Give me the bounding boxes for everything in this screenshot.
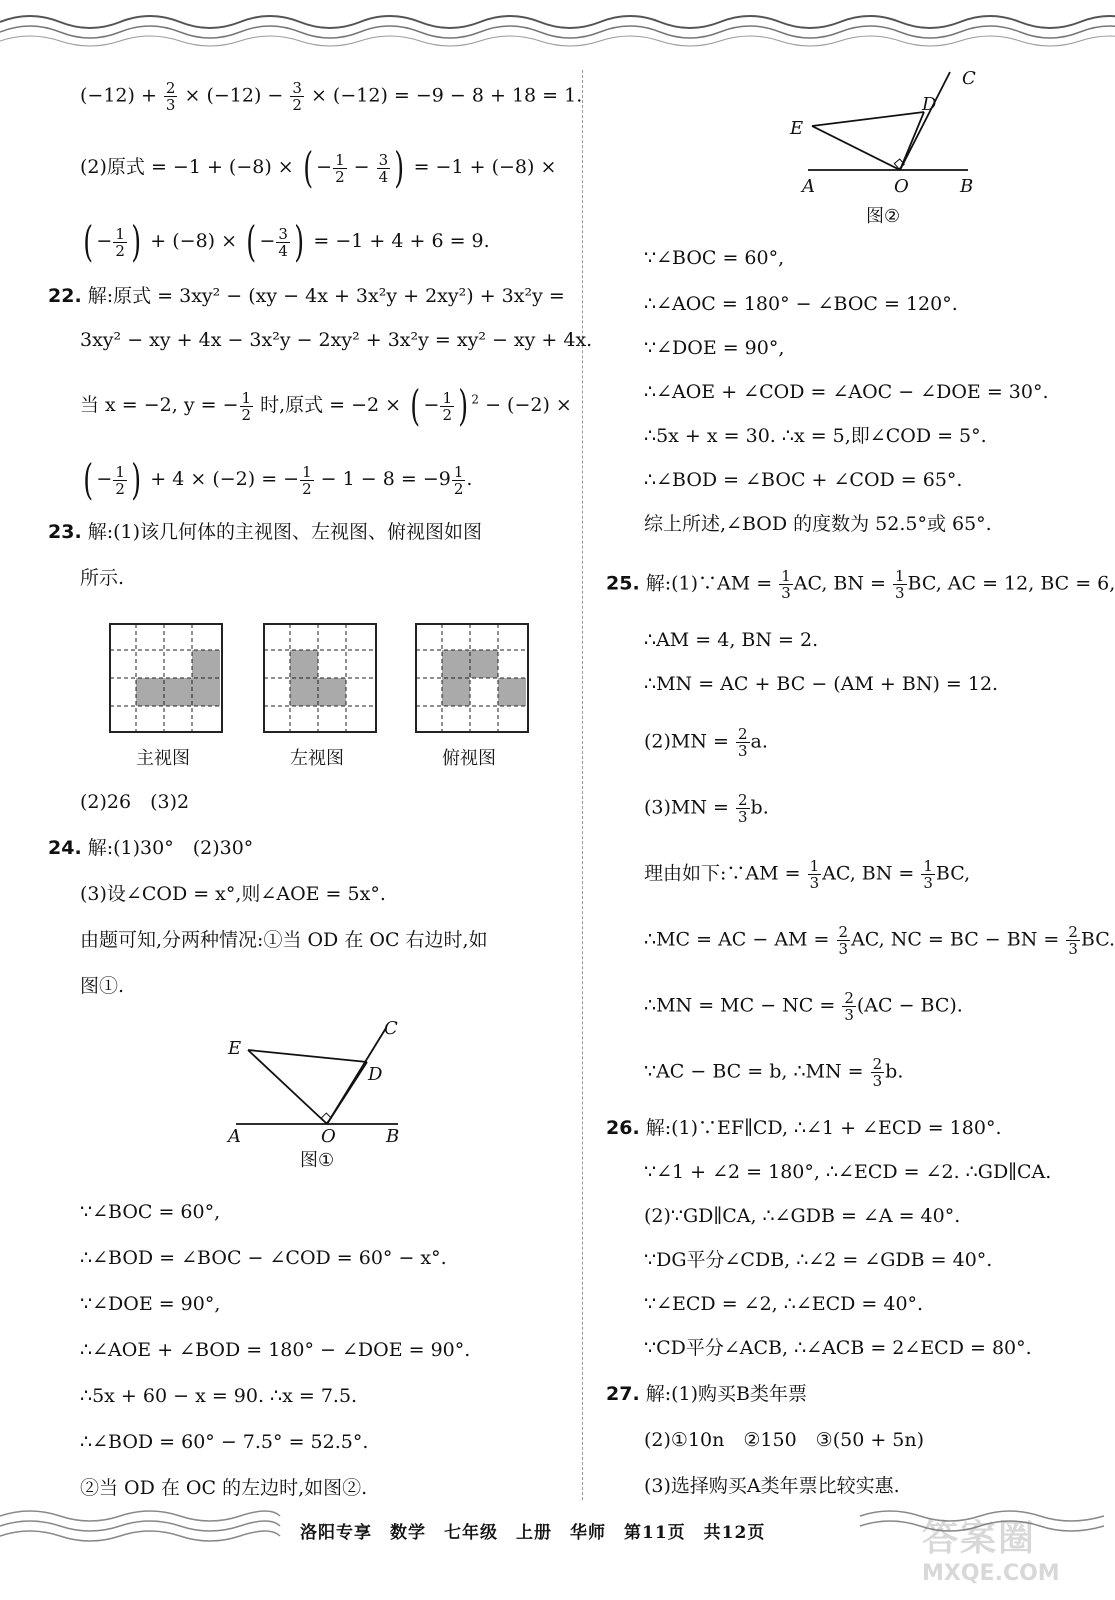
q24-line1: 24. 解:(1)30° (2)30° [48, 837, 254, 859]
top-view-caption: 俯视图 [442, 748, 496, 769]
q23-line1: 23. 解:(1)该几何体的主视图、左视图、俯视图如图 [48, 521, 483, 543]
fig1-label-C: C [384, 1018, 398, 1039]
q26-line1: 26. 解:(1)∵EF∥CD, ∴∠1 + ∠ECD = 180°. [606, 1117, 1002, 1139]
figure-1-diagram [226, 1018, 426, 1147]
q24-line4: 图①. [80, 975, 125, 997]
fig2-label-O: O [894, 176, 909, 197]
q24-line2: (3)设∠COD = x°,则∠AOE = 5x°. [80, 883, 386, 905]
r-line4: ∴∠AOE + ∠COD = ∠AOC − ∠DOE = 30°. [644, 381, 1049, 403]
q25-line7: ∴MC = AC − AM = $\frac{2}{3}$ AC, NC = BC − BN = $\frac{2}{3}$ BC. [644, 923, 1115, 958]
q26-line5: ∵∠ECD = ∠2, ∴∠ECD = 40°. [644, 1293, 924, 1315]
q27-line2: (2)①10n ②150 ③(50 + 5n) [644, 1429, 925, 1451]
q26-line6: ∵CD平分∠ACB, ∴∠ACB = 2∠ECD = 80°. [644, 1337, 1032, 1359]
q24-line10: ∴∠BOD = 60° − 7.5° = 52.5°. [80, 1431, 369, 1453]
top-view-grid [414, 622, 530, 734]
q22-line1: 22. 解:原式 = 3xy² − (xy − 4x + 3x²y + 2xy²) + 3x²y = [48, 285, 565, 307]
r-line6: ∴∠BOD = ∠BOC + ∠COD = 65°. [644, 469, 963, 491]
figure-1-caption: 图① [300, 1150, 335, 1171]
q25-line9: ∵AC − BC = b, ∴MN = $\frac{2}{3}$ b. [644, 1055, 904, 1090]
fig1-label-E: E [228, 1038, 242, 1059]
r-line2: ∴∠AOC = 180° − ∠BOC = 120°. [644, 293, 958, 315]
q24-line5: ∵∠BOC = 60°, [80, 1201, 221, 1223]
r-line3: ∵∠DOE = 90°, [644, 337, 785, 359]
q25-line8: ∴MN = MC − NC = $\frac{2}{3}$ (AC − BC). [644, 989, 963, 1024]
q24-line8: ∴∠AOE + ∠BOD = 180° − ∠DOE = 90°. [80, 1339, 471, 1361]
q27-line3: (3)选择购买A类年票比较实惠. [644, 1475, 900, 1497]
q26-line2: ∵∠1 + ∠2 = 180°, ∴∠ECD = ∠2. ∴GD∥CA. [644, 1161, 1052, 1183]
q25-line5: (3)MN = $\frac{2}{3}$ b. [644, 791, 769, 826]
left-view-grid [262, 622, 378, 734]
fig2-label-D: D [922, 94, 937, 115]
fig1-label-B: B [386, 1126, 400, 1147]
r-line1: ∵∠BOC = 60°, [644, 247, 785, 269]
q25-line6: 理由如下:∵AM = $\frac{1}{3}$ AC, BN = $\frac{1}{3}$ BC, [644, 857, 971, 892]
q25-line3: ∴MN = AC + BC − (AM + BN) = 12. [644, 673, 999, 695]
q22-line4: ( − $\frac{1}{2}$ ) + 4 × (−2) = − $\frac{1}{2}$ − 1 − 8 = −9 $\frac{1}{2}$ . [83, 455, 473, 504]
q27-line1: 27. 解:(1)购买B类年票 [606, 1383, 807, 1405]
q23-line3: (2)26 (3)2 [80, 791, 190, 813]
fig1-label-D: D [368, 1064, 383, 1085]
r-line5: ∴5x + x = 30. ∴x = 5,即∠COD = 5°. [644, 425, 987, 447]
front-view-caption: 主视图 [136, 748, 190, 769]
line-l3: ( − $\frac{1}{2}$ ) + (−8) × ( − $\frac{3}{4}$ ) = −1 + 4 + 6 = 9. [83, 217, 490, 266]
figure-2-caption: 图② [866, 206, 901, 227]
fig2-label-A: A [802, 176, 815, 197]
q25-line2: ∴AM = 4, BN = 2. [644, 629, 819, 651]
q25-line1: 25. 解:(1)∵AM = $\frac{1}{3}$ AC, BN = $\frac{1}{3}$ BC, AC = 12, BC = 6, [606, 567, 1115, 602]
q24-line11: ②当 OD 在 OC 的左边时,如图②. [80, 1477, 368, 1499]
q26-line4: ∵DG平分∠CDB, ∴∠2 = ∠GDB = 40°. [644, 1249, 993, 1271]
fig2-label-E: E [790, 118, 804, 139]
q26-line3: (2)∵GD∥CA, ∴∠GDB = ∠A = 40°. [644, 1205, 961, 1227]
q24-line9: ∴5x + 60 − x = 90. ∴x = 7.5. [80, 1385, 358, 1407]
line-l1: (−12) + $\frac{2}{3}$ × (−12) − $\frac{3}{2}$ × (−12) = −9 − 8 + 18 = 1. [80, 79, 583, 114]
watermark: 答案圈 MXQE.COM [922, 1518, 1060, 1586]
q22-line2: 3xy² − xy + 4x − 3x²y − 2xy² + 3x²y = xy² − xy + 4x. [80, 329, 593, 351]
fig2-label-B: B [960, 176, 974, 197]
front-view-grid [108, 622, 224, 734]
left-view-caption: 左视图 [290, 748, 344, 769]
q24-line3: 由题可知,分两种情况:①当 OD 在 OC 右边时,如 [80, 929, 488, 951]
fig1-label-A: A [228, 1126, 241, 1147]
line-l2: (2)原式 = −1 + (−8) × ( − $\frac{1}{2}$ − $\frac{3}{4}$ ) = −1 + (−8) × [80, 143, 557, 192]
header-wave-decoration [0, 0, 1104, 60]
q24-line7: ∵∠DOE = 90°, [80, 1293, 221, 1315]
q23-line2: 所示. [80, 567, 125, 589]
fig2-label-C: C [962, 68, 976, 89]
q25-line4: (2)MN = $\frac{2}{3}$ a. [644, 725, 768, 760]
q22-line3: 当 x = −2, y = − $\frac{1}{2}$ 时,原式 = −2 × ( − $\frac{1}{2}$ ) $^2$ − (−2) × [80, 381, 572, 430]
q24-line6: ∴∠BOD = ∠BOC − ∠COD = 60° − x°. [80, 1247, 447, 1269]
figure-2-diagram [790, 66, 980, 196]
column-divider [582, 70, 583, 1500]
page-footer: 洛阳专享 数学 七年级 上册 华师 第11页 共12页 [300, 1523, 766, 1543]
fig1-label-O: O [321, 1126, 336, 1147]
r-line7: 综上所述,∠BOD 的度数为 52.5°或 65°. [644, 513, 992, 535]
